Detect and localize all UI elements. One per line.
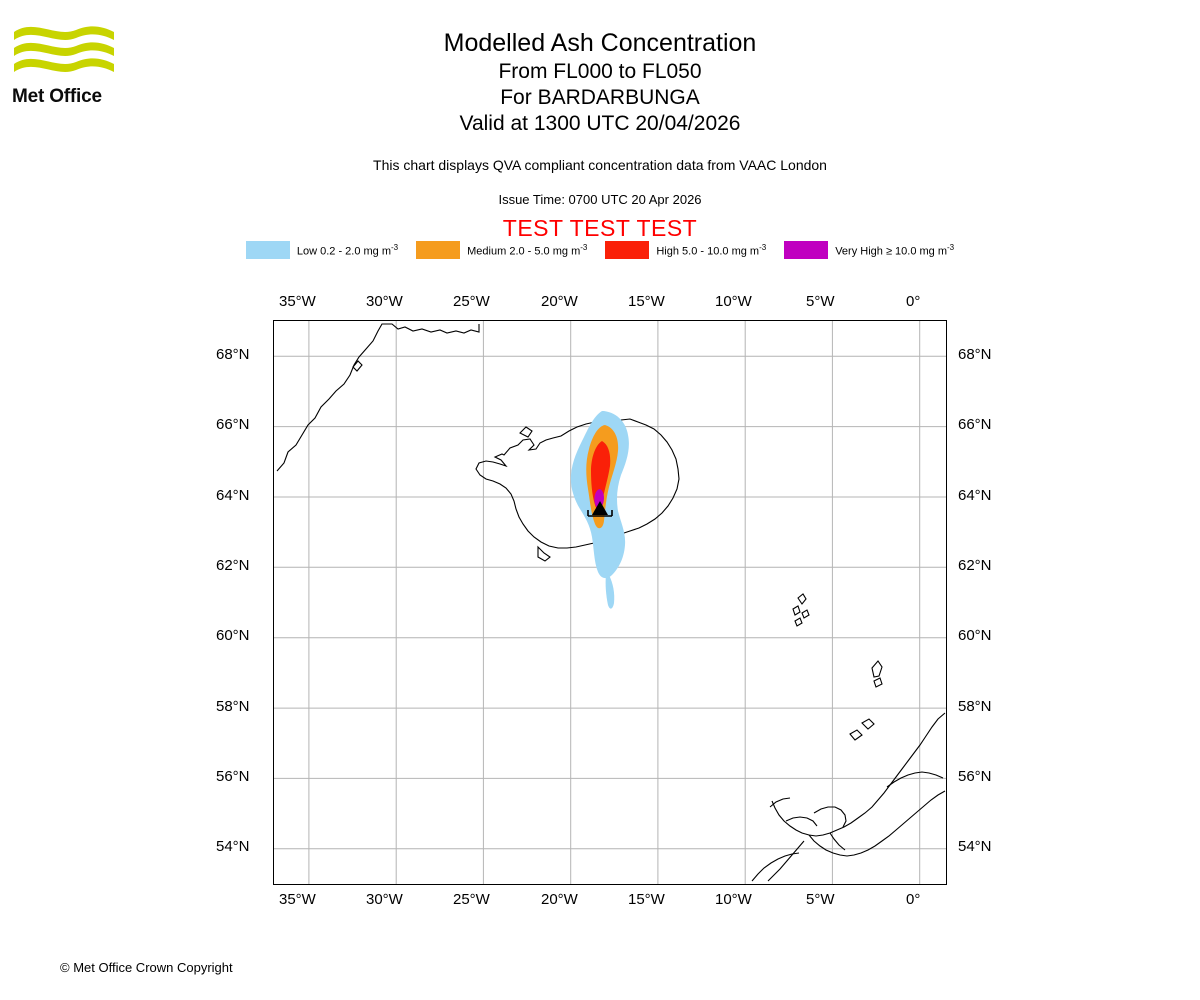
x-tick-bottom-10w: 10°W — [715, 891, 752, 908]
y-tick-right-62n: 62°N — [958, 557, 992, 574]
x-tick-bottom-25w: 25°W — [453, 891, 490, 908]
map-plot-area — [273, 320, 947, 885]
ash-area-low-tail — [606, 575, 615, 609]
legend-label-very-high: Very High ≥ 10.0 mg $m^{-3}$ — [835, 242, 955, 258]
x-tick-top-0: 0° — [906, 293, 921, 310]
y-tick-right-68n: 68°N — [958, 346, 992, 363]
title-line-4: Valid at 1300 UTC 20/04/2026 — [459, 112, 741, 135]
y-tick-right-66n: 66°N — [958, 416, 992, 433]
legend-item-very-high — [784, 241, 954, 259]
x-tick-bottom-0: 0° — [906, 891, 921, 908]
met-office-wordmark: Met Office — [12, 86, 102, 107]
legend-item-medium — [416, 241, 587, 259]
x-tick-bottom-5w: 5°W — [806, 891, 835, 908]
legend-label-medium: Medium 2.0 - 5.0 mg $m^{-3}$ — [467, 242, 588, 258]
coastline-faroes — [793, 594, 809, 626]
legend-label-low: Low 0.2 - 2.0 mg $m^{-3}$ — [296, 242, 399, 258]
legend-item-low — [246, 241, 398, 259]
y-tick-right-58n: 58°N — [958, 698, 992, 715]
x-tick-top-20w: 20°W — [541, 293, 578, 310]
legend-item-high — [605, 241, 766, 259]
y-tick-left-66n: 66°N — [216, 416, 250, 433]
test-banner: TEST TEST TEST — [502, 215, 698, 241]
chart-subtitle: This chart displays QVA compliant concentration data from VAAC London — [373, 157, 827, 173]
title-line-1: Modelled Ash Concentration — [443, 29, 757, 57]
copyright-notice: © Met Office Crown Copyright — [60, 960, 233, 975]
y-tick-left-58n: 58°N — [216, 698, 250, 715]
coastline-shetland — [850, 661, 882, 740]
x-tick-top-25w: 25°W — [453, 293, 490, 310]
x-tick-bottom-30w: 30°W — [366, 891, 403, 908]
y-tick-right-54n: 54°N — [958, 838, 992, 855]
y-tick-left-62n: 62°N — [216, 557, 250, 574]
y-tick-left-64n: 64°N — [216, 487, 250, 504]
issue-time: Issue Time: 0700 UTC 20 Apr 2026 — [498, 192, 702, 207]
coastline-greenland — [277, 324, 479, 471]
legend-swatch-medium — [416, 241, 460, 259]
y-tick-left-54n: 54°N — [216, 838, 250, 855]
x-tick-top-15w: 15°W — [628, 293, 665, 310]
x-tick-top-10w: 10°W — [715, 293, 752, 310]
legend-swatch-high — [605, 241, 649, 259]
concentration-legend — [0, 241, 1200, 259]
legend-label-high: High 5.0 - 10.0 mg $m^{-3}$ — [656, 242, 767, 258]
title-line-2: From FL000 to FL050 — [498, 60, 702, 83]
coastline-uk-ireland — [752, 713, 945, 881]
y-tick-left-68n: 68°N — [216, 346, 250, 363]
legend-swatch-very-high — [784, 241, 828, 259]
x-tick-top-30w: 30°W — [366, 293, 403, 310]
x-tick-top-5w: 5°W — [806, 293, 835, 310]
x-tick-bottom-15w: 15°W — [628, 891, 665, 908]
y-tick-right-56n: 56°N — [958, 768, 992, 785]
y-tick-right-64n: 64°N — [958, 487, 992, 504]
map-container — [216, 293, 992, 908]
page-title — [0, 28, 1200, 137]
y-tick-right-60n: 60°N — [958, 627, 992, 644]
map-canvas — [274, 321, 946, 884]
x-tick-bottom-35w: 35°W — [279, 891, 316, 908]
y-tick-left-60n: 60°N — [216, 627, 250, 644]
x-tick-bottom-20w: 20°W — [541, 891, 578, 908]
x-tick-top-35w: 35°W — [279, 293, 316, 310]
legend-swatch-low — [246, 241, 290, 259]
title-line-3: For BARDARBUNGA — [500, 86, 700, 109]
y-tick-left-56n: 56°N — [216, 768, 250, 785]
